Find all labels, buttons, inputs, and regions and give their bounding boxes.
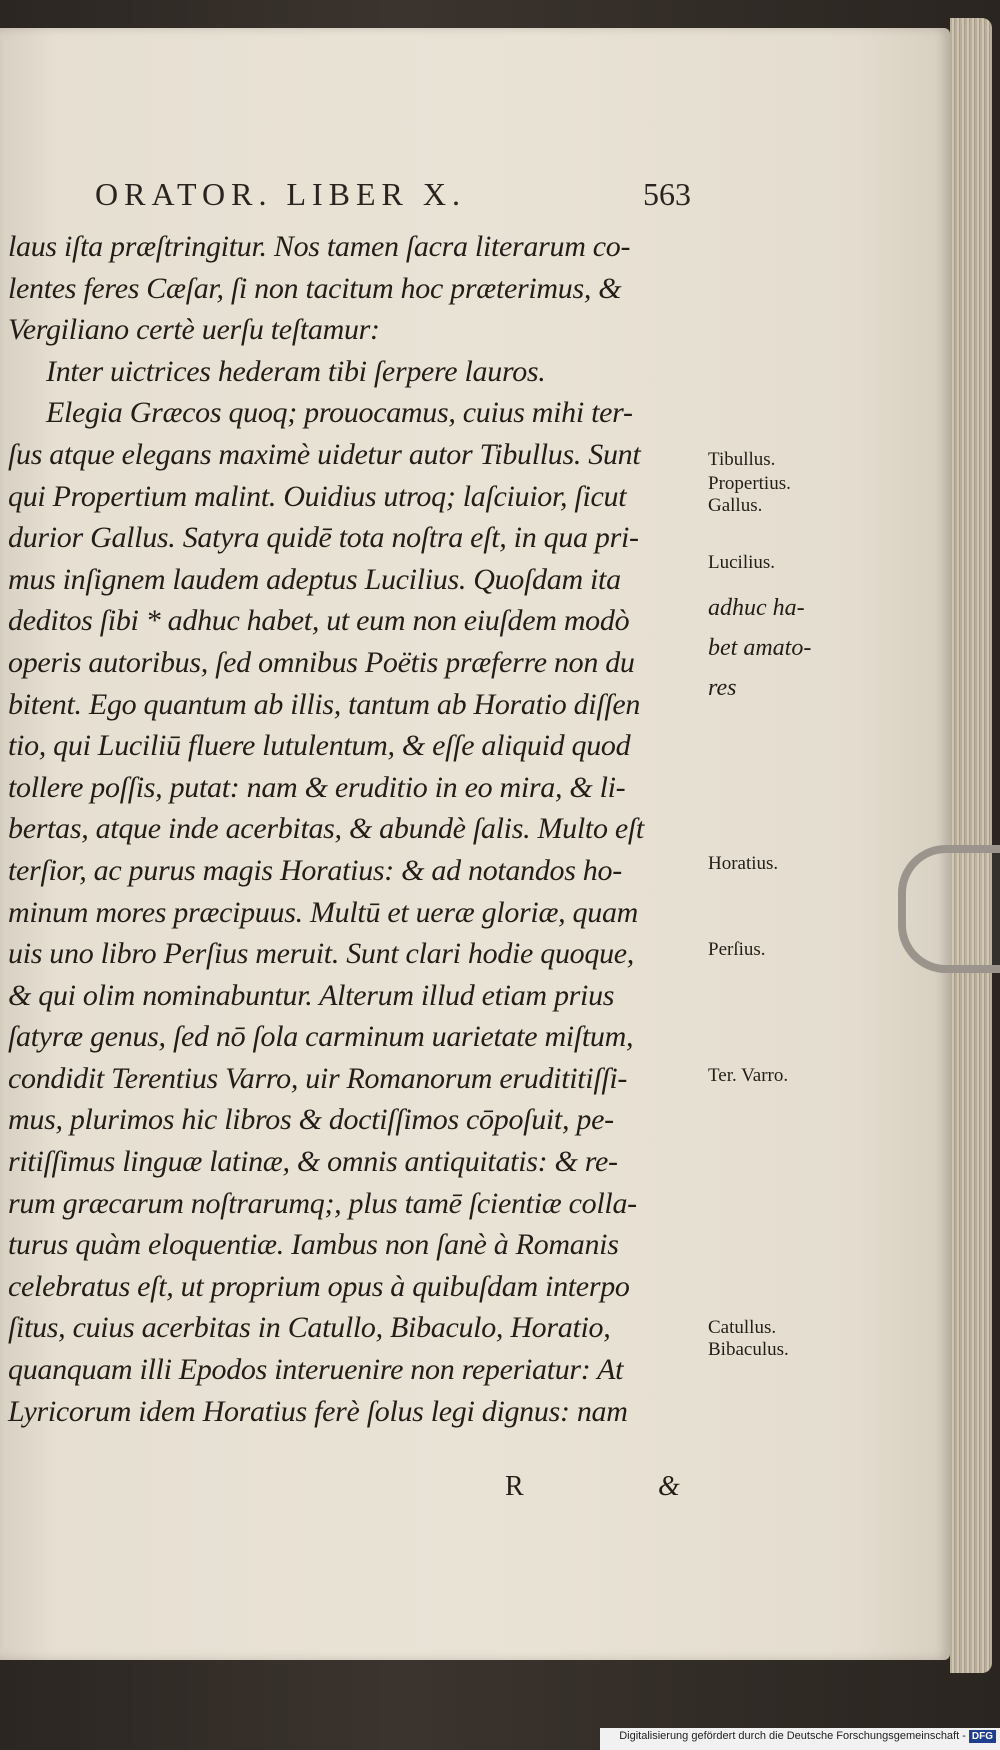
text-line: quanquam illi Epodos interuenire non reperiatur: At [8, 1353, 624, 1387]
text-line: Lyricorum idem Horatius ferè ſolus legi dignus: nam [8, 1394, 628, 1428]
margin-note-horatius: Horatius. [708, 853, 779, 874]
text-line: ſitus, cuius acerbitas in Catullo, Bibaculo, Horatio, [8, 1311, 611, 1345]
text-line: ritiſſimus linguæ latinæ, & omnis antiquitatis: & re- [8, 1145, 618, 1179]
text-line: condidit Terentius Varro, uir Romanorum erudititiſſi- [8, 1061, 628, 1095]
catchword: & [658, 1471, 680, 1502]
text-line: ſatyræ genus, ſed nō ſola carminum uarietate miſtum, [8, 1020, 634, 1054]
text-line: qui Propertium malint. Ouidius utroq; laſciuior, ſicut [8, 479, 627, 513]
margin-note-adhuc: adhuc ha- [708, 595, 805, 621]
credit-text: Digitalisierung gefördert durch die Deutsche Forschungsgemeinschaft - [619, 1730, 966, 1742]
running-head: ORATOR. LIBER X. [95, 176, 466, 212]
margin-note-gallus: Gallus. [708, 495, 763, 516]
text-line: deditos ſibi * adhuc habet, ut eum non eiuſdem modò [8, 604, 630, 638]
margin-note-lucilius: Lucilius. [708, 552, 776, 573]
margin-note-bibaculus: Bibaculus. [708, 1339, 789, 1360]
text-line: turus quàm eloquentiæ. Iambus non ſanè à Romanis [8, 1228, 619, 1262]
page-number: 563 [643, 176, 691, 212]
text-line: operis autoribus, ſed omnibus Poëtis præferre non du [8, 645, 635, 679]
metal-clasp [898, 845, 1000, 973]
margin-note-catullus: Catullus. [708, 1317, 777, 1338]
text-line: & qui olim nominabuntur. Alterum illud etiam prius [8, 978, 615, 1012]
text-line: bitent. Ego quantum ab illis, tantum ab Horatio diſſen [8, 687, 641, 721]
margin-note-propertius: Propertius. [708, 473, 791, 494]
text-line: durior Gallus. Satyra quidē tota noſtra eſt, in qua pri- [8, 521, 639, 555]
text-line: minum mores præcipuus. Multū et ueræ gloriæ, quam [8, 895, 639, 929]
text-line: bertas, atque inde acerbitas, & abundè ſalis. Multo eſt [8, 812, 644, 846]
text-line: ſus atque elegans maximè uidetur autor Tibullus. Sunt [8, 437, 641, 471]
margin-note-persius: Perſius. [708, 939, 766, 960]
text-line: laus iſta præſtringitur. Nos tamen ſacra literarum co- [8, 230, 631, 263]
book-page [0, 28, 950, 1660]
text-line: mus inſignem laudem adeptus Lucilius. Quoſdam ita [8, 562, 621, 596]
text-line: lentes feres Cæſar, ſi non tacitum hoc præterimus, & [8, 271, 622, 305]
digitization-credit [619, 1730, 996, 1743]
signature-mark: R [505, 1471, 524, 1502]
text-line: tollere poſſis, putat: nam & eruditio in eo mira, & li- [8, 770, 626, 804]
dfg-logo: DFG [969, 1730, 996, 1743]
margin-note-tibullus: Tibullus. [708, 449, 776, 470]
text-line: celebratus eſt, ut proprium opus à quibuſdam interpo [8, 1269, 630, 1303]
text-line: Vergiliano certè uerſu teſtamur: [8, 313, 380, 347]
text-line: uis uno libro Perſius meruit. Sunt clari hodie quoque, [8, 937, 634, 971]
text-line: terſior, ac purus magis Horatius: & ad notandos ho- [8, 853, 622, 887]
margin-note-adhuc: res [708, 675, 737, 701]
text-line: Elegia Græcos quoq; prouocamus, cuius mihi ter- [46, 396, 633, 430]
text-line: rum græcarum noſtrarumq;, plus tamē ſcientiæ colla- [8, 1186, 637, 1220]
text-line: tio, qui Luciliū fluere lutulentum, & eſſe aliquid quod [8, 729, 631, 763]
text-line: mus, plurimos hic libros & doctiſſimos cōpoſuit, pe- [8, 1103, 614, 1137]
verse-quotation: Inter uictrices hederam tibi ſerpere lauros. [46, 354, 546, 388]
margin-note-adhuc: bet amato- [708, 635, 812, 661]
margin-note-varro: Ter. Varro. [708, 1065, 789, 1086]
margin-notes [0, 28, 950, 1688]
digitization-credit-bar [600, 1728, 1000, 1750]
